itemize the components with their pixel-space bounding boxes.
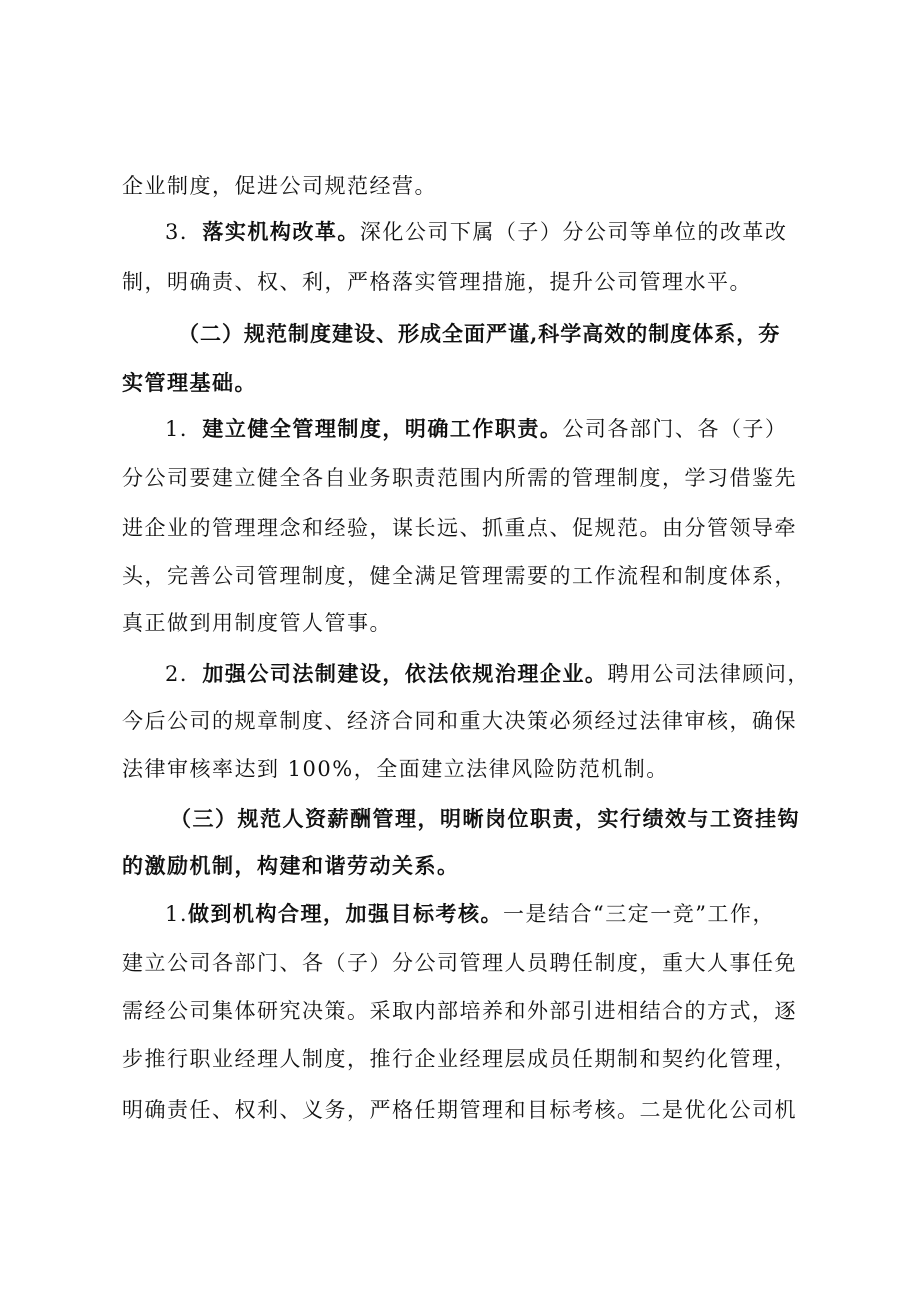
item-heading: 落实机构改革。: [202, 219, 360, 244]
body-text: 一是结合“三定一竞”工作，: [503, 902, 776, 926]
section-heading: [122, 850, 822, 882]
body-text: 真正做到用制度管人管事。: [122, 611, 392, 635]
item-heading: 做到机构合理，加强目标考核。: [188, 901, 504, 926]
body-text: 头，完善公司管理制度，健全满足管理需要的工作流程和制度体系，: [122, 564, 797, 588]
paragraph-line: [165, 658, 865, 690]
paragraph-line: [122, 266, 822, 298]
item-number: 1.: [165, 902, 189, 926]
paragraph-line: [122, 462, 822, 494]
body-text: 需经公司集体研究决策。采取内部培养和外部引进相结合的方式，逐: [122, 999, 797, 1023]
section-heading-text: 的激励机制，构建和谐劳动关系。: [122, 853, 460, 878]
body-text: 今后公司的规章制度、经济合同和重大决策必须经过法律审核，确保: [122, 709, 797, 733]
item-number: 3．: [165, 220, 203, 244]
paragraph-line: [122, 705, 822, 737]
item-heading: 加强公司法制建设，依法依规治理企业。: [202, 661, 608, 686]
body-text: 制，明确责、权、利，严格落实管理措施，提升公司管理水平。: [122, 270, 752, 294]
paragraph-line: [122, 170, 822, 202]
body-text: 法律审核率达到 100%，全面建立法律风险防范机制。: [122, 757, 669, 781]
paragraph-line: [122, 947, 822, 979]
body-text: 分公司要建立健全各自业务职责范围内所需的管理制度，学习借鉴先: [122, 466, 797, 490]
section-heading-text: （三）规范人资薪酬管理，明晰岗位职责，实行绩效与工资挂钩: [170, 806, 800, 831]
body-text: 公司各部门、各（子）: [562, 417, 788, 441]
section-heading: [122, 367, 822, 399]
paragraph-line: [122, 560, 822, 592]
section-heading-text: 实管理基础。: [122, 370, 257, 395]
paragraph-line: [122, 995, 822, 1027]
item-number: 2．: [165, 662, 203, 686]
item-number: 1．: [165, 417, 203, 441]
body-text: 深化公司下属（子）分公司等单位的改革改: [359, 220, 788, 244]
paragraph-line: [122, 1094, 822, 1126]
body-text: 进企业的管理理念和经验，谋长远、抓重点、促规范。由分管领导牵: [122, 516, 797, 540]
paragraph-line: [122, 1043, 822, 1075]
item-heading: 建立健全管理制度，明确工作职责。: [202, 416, 563, 441]
section-heading: [170, 803, 870, 835]
paragraph-line: [122, 512, 822, 544]
paragraph-line: [165, 413, 865, 445]
section-heading: [178, 318, 878, 350]
paragraph-line: [122, 753, 822, 785]
paragraph-line: [165, 898, 865, 930]
body-text: 步推行职业经理人制度，推行企业经理层成员任期制和契约化管理，: [122, 1047, 797, 1071]
paragraph-line: [165, 216, 865, 248]
paragraph-line: [122, 607, 822, 639]
body-text: 明确责任、权利、义务，严格任期管理和目标考核。二是优化公司机: [122, 1098, 797, 1122]
section-heading-text: （二）规范制度建设、形成全面严谨,科学高效的制度体系，夯: [178, 321, 781, 346]
body-text: 聘用公司法律顾问，: [607, 662, 810, 686]
body-text: 建立公司各部门、各（子）分公司管理人员聘任制度，重大人事任免: [122, 951, 797, 975]
body-text: 企业制度，促进公司规范经营。: [122, 174, 437, 198]
